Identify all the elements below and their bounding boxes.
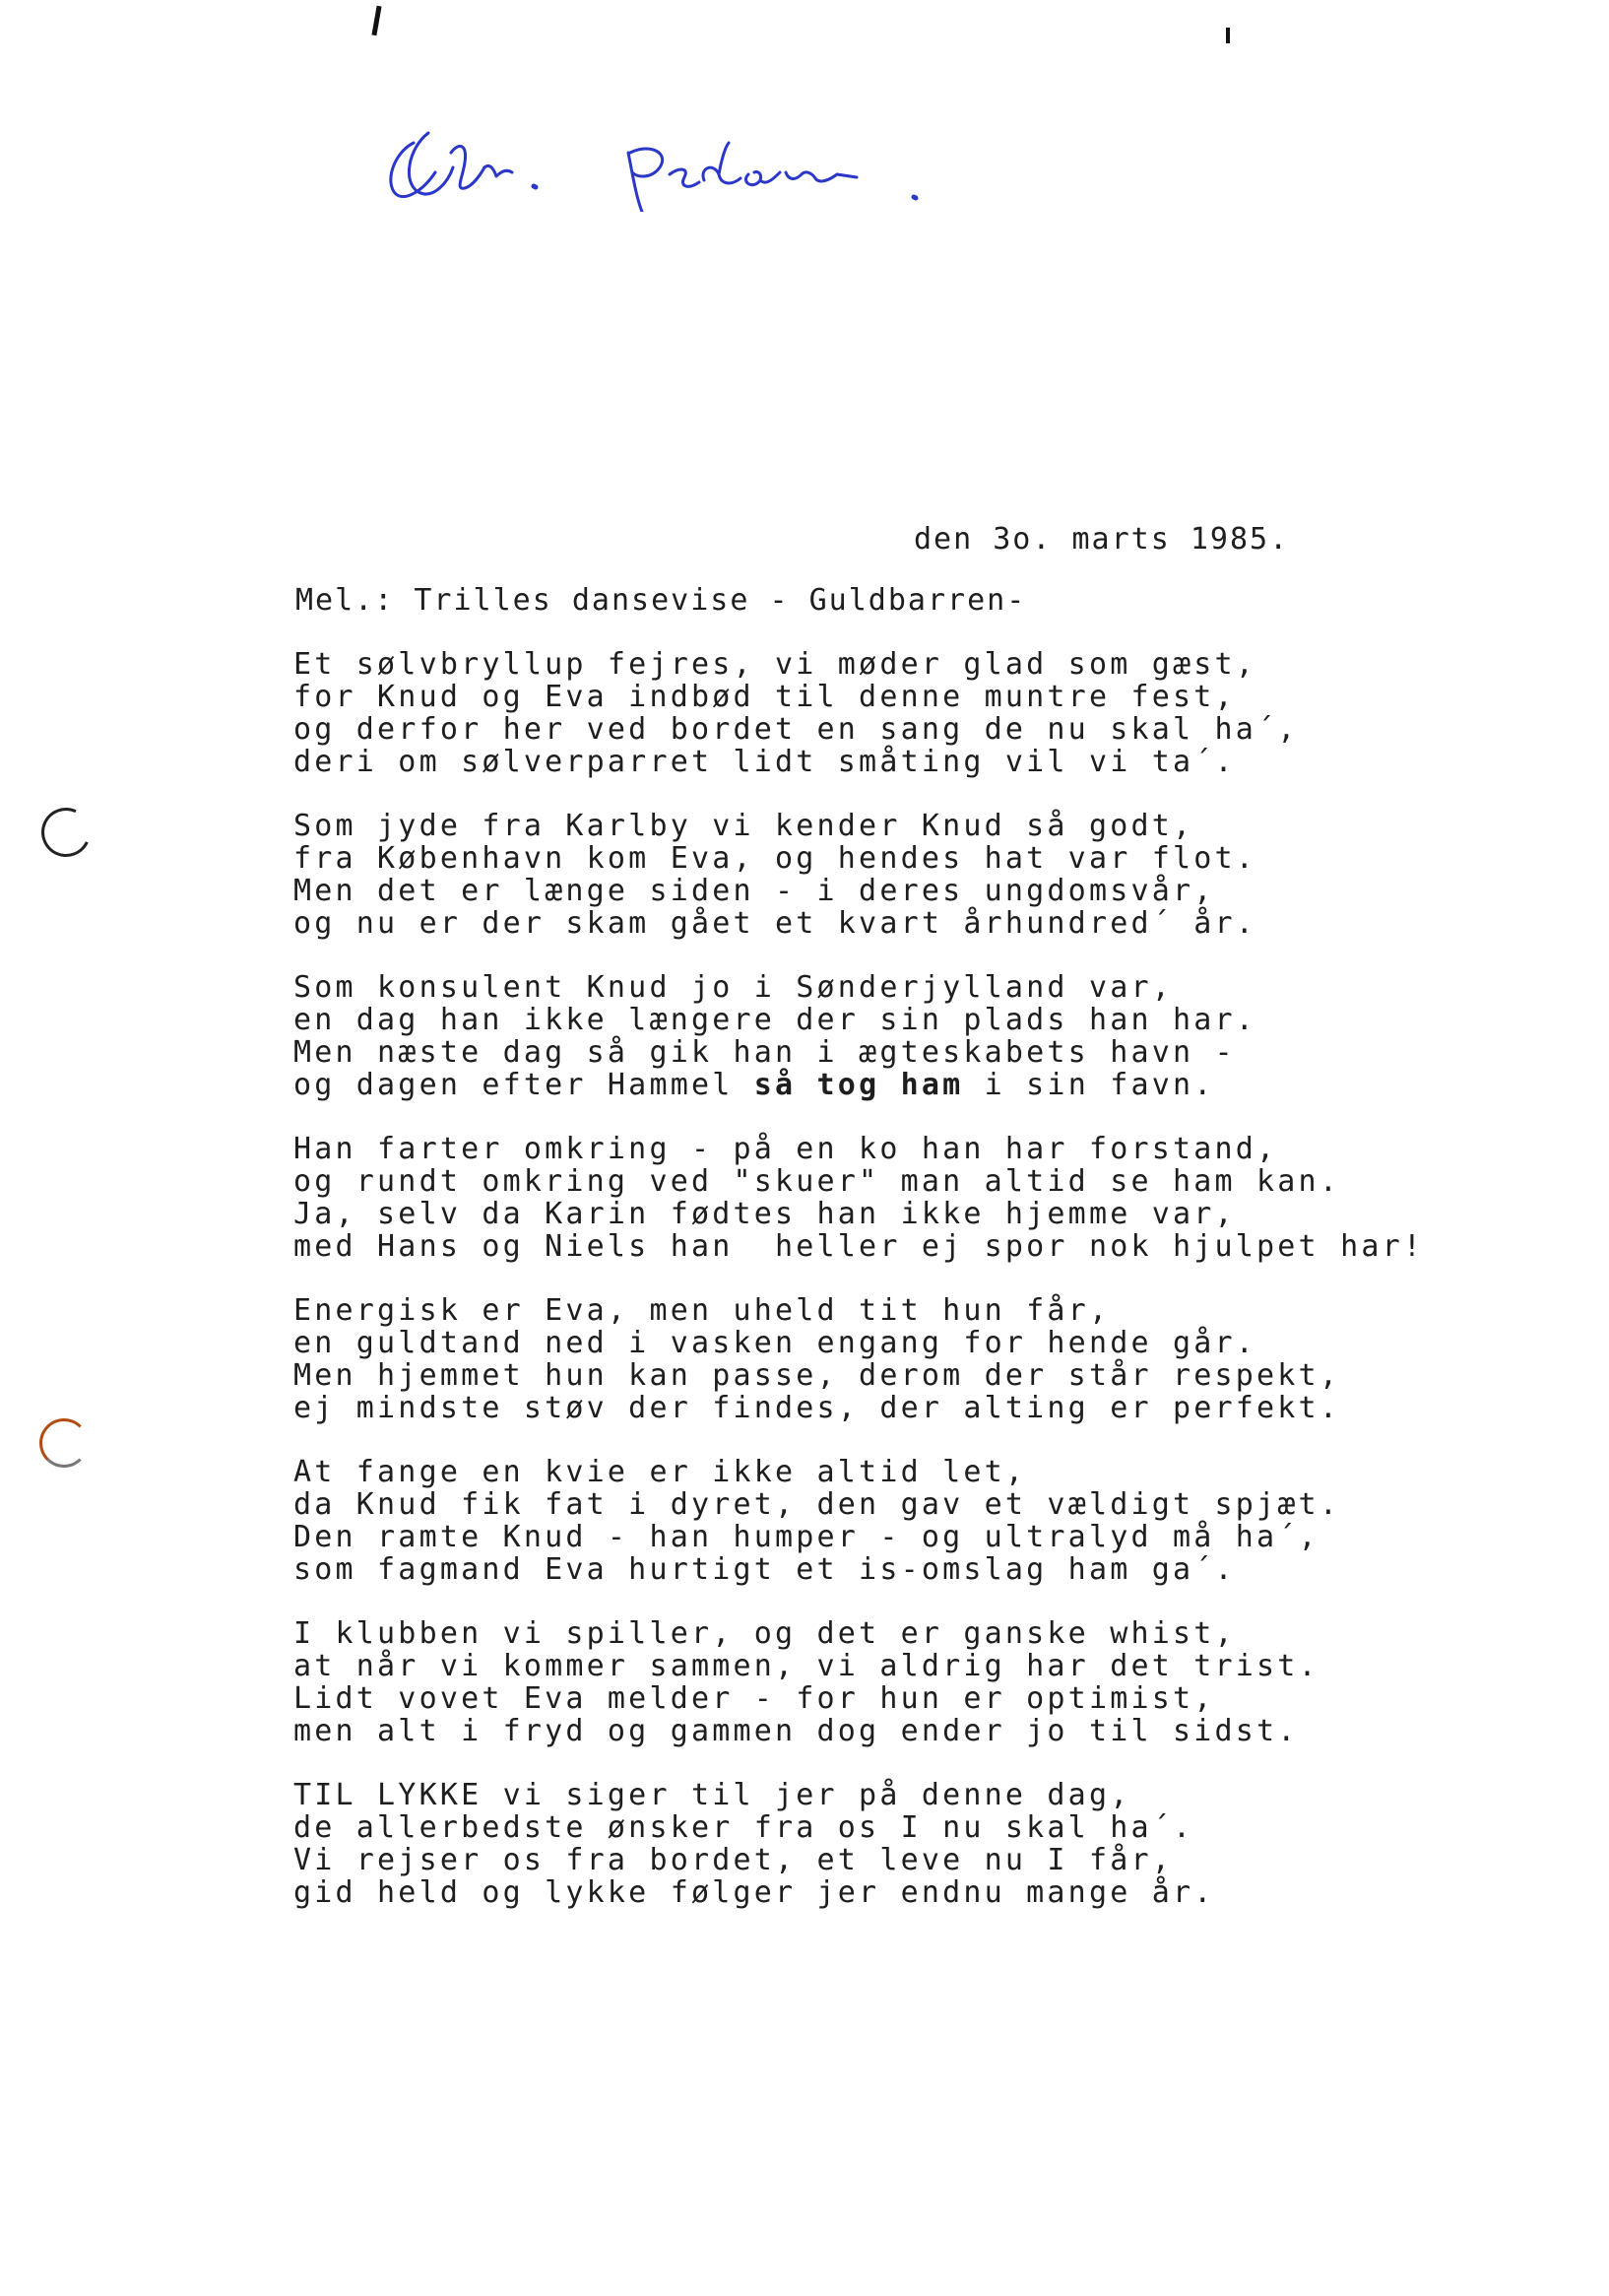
verse-line: med Hans og Niels han heller ej spor nok hjulpet har!: [293, 1229, 1425, 1264]
verse-line: Som konsulent Knud jo i Sønderjylland var,: [293, 970, 1173, 1005]
verse: [293, 971, 1377, 1101]
verse-line-part: og dagen efter Hammel: [293, 1068, 754, 1102]
verse-line: I klubben vi spiller, og det er ganske whist,: [293, 1616, 1236, 1651]
verse-line: en dag han ikke længere der sin plads han har.: [293, 1003, 1257, 1037]
verse: [293, 1617, 1377, 1747]
verse-line-part: i sin favn.: [963, 1068, 1215, 1102]
handwritten-signature: [374, 113, 1083, 212]
verse-line: deri om sølverparret lidt småting vil vi ta´.: [293, 745, 1236, 779]
verse-line: At fange en kvie er ikke altid let,: [293, 1455, 1027, 1489]
verse-line: Men næste dag så gik han i ægteskabets havn -: [293, 1035, 1236, 1070]
verse-line-composite: [293, 1069, 1377, 1101]
verse: [293, 1456, 1377, 1586]
verse-line: ej mindste støv der findes, der alting er perfekt.: [293, 1391, 1341, 1425]
verse-line: de allerbedste ønsker fra os I nu skal ha´.: [293, 1810, 1194, 1845]
verse-line: gid held og lykke følger jer endnu mange år.: [293, 1875, 1215, 1910]
verse-line: Den ramte Knud - han humper - og ultralyd må ha´,: [293, 1520, 1319, 1554]
punch-hole-mark: [39, 1418, 89, 1468]
document-date: den 3o. marts 1985.: [914, 522, 1290, 557]
verse-line: Men hjemmet hun kan passe, derom der står respekt,: [293, 1358, 1341, 1393]
verse-line: som fagmand Eva hurtigt et is-omslag ham ga´.: [293, 1552, 1236, 1587]
verse-line: TIL LYKKE vi siger til jer på denne dag,: [293, 1778, 1131, 1812]
verse-line: fra København kom Eva, og hendes hat var flot.: [293, 841, 1257, 876]
verse: [293, 1132, 1425, 1264]
paper-speck: [1226, 28, 1230, 43]
verse: [293, 648, 1377, 778]
verse-line: Lidt vovet Eva melder - for hun er optimist,: [293, 1681, 1215, 1716]
verse: [293, 1294, 1377, 1424]
verse-line: en guldtand ned i vasken engang for hende går.: [293, 1326, 1257, 1360]
verse-line: at når vi kommer sammen, vi aldrig har det trist.: [293, 1649, 1319, 1683]
verse-line: Et sølvbryllup fejres, vi møder glad som gæst,: [293, 647, 1257, 682]
verse: [293, 810, 1377, 940]
melody-line: Mel.: Trilles dansevise - Guldbarren-: [295, 583, 1027, 618]
verse: [293, 1779, 1377, 1909]
punch-hole-mark: [34, 801, 97, 864]
verse-line: og rundt omkring ved "skuer" man altid se ham kan.: [293, 1164, 1341, 1199]
song-verses: [293, 647, 1425, 1940]
verse-line: da Knud fik fat i dyret, den gav et vældigt spjæt.: [293, 1487, 1341, 1522]
verse-line: Ja, selv da Karin fødtes han ikke hjemme var,: [293, 1197, 1236, 1231]
verse-line: og nu er der skam gået et kvart århundred´ år.: [293, 906, 1257, 941]
verse-line-bold-part: så tog ham: [753, 1068, 964, 1102]
verse-line: Energisk er Eva, men uheld tit hun får,: [293, 1293, 1111, 1328]
paper-speck: [371, 6, 381, 35]
verse-line: for Knud og Eva indbød til denne muntre fest,: [293, 680, 1236, 714]
verse-line: Som jyde fra Karlby vi kender Knud så godt,: [293, 809, 1194, 843]
verse-line: Vi rejser os fra bordet, et leve nu I får,: [293, 1843, 1173, 1877]
verse-line: Men det er længe siden - i deres ungdomsvår,: [293, 874, 1215, 908]
verse-line: Han farter omkring - på en ko han har forstand,: [293, 1132, 1278, 1166]
verse-line: og derfor her ved bordet en sang de nu skal ha´,: [293, 712, 1299, 747]
verse-line: men alt i fryd og gammen dog ender jo til sidst.: [293, 1714, 1299, 1748]
